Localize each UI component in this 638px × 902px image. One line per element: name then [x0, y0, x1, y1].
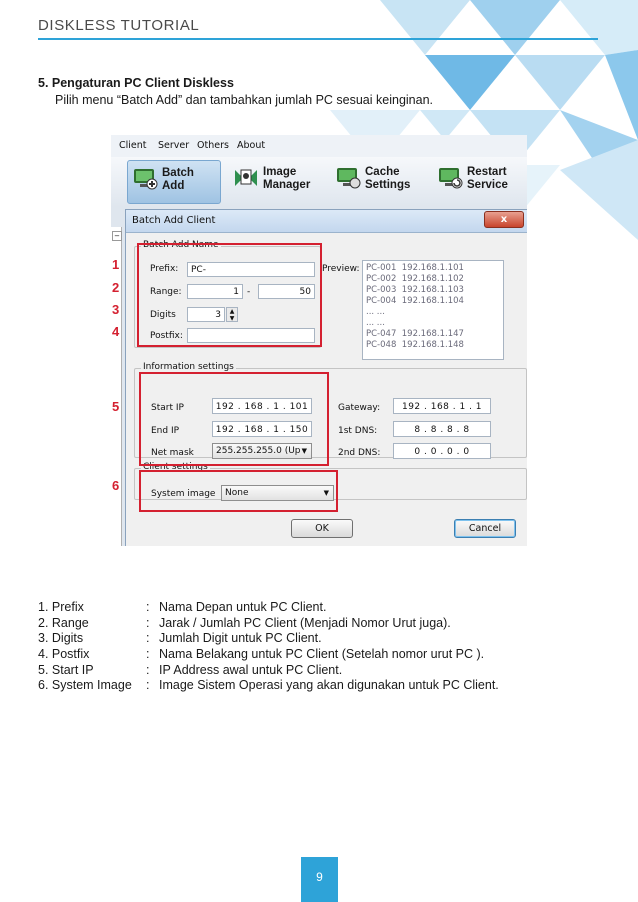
list-item-colon: : — [146, 600, 150, 614]
list-item-key: 6. System Image — [38, 678, 132, 693]
batch-add-name-legend: Batch Add Name — [143, 240, 219, 250]
cache-settings-button[interactable] — [331, 160, 423, 202]
chevron-down-icon: ▼ — [301, 447, 307, 455]
restart-service-label: Restart Service — [467, 166, 508, 191]
range-from-input[interactable]: 1 — [187, 284, 243, 299]
menu-client[interactable]: Client — [119, 140, 147, 151]
list-item-colon: : — [146, 662, 150, 677]
marker-2: 2 — [112, 280, 120, 295]
gateway-label: Gateway: — [338, 403, 381, 413]
list-item-value: IP Address awal untuk PC Client. — [159, 662, 343, 677]
marker-4: 4 — [112, 324, 120, 339]
end-ip-input[interactable]: 192 . 168 . 1 . 150 — [212, 421, 312, 437]
dns1-input[interactable]: 8 . 8 . 8 . 8 — [393, 421, 491, 437]
list-item-key: 3. Digits — [38, 631, 84, 646]
list-item-key: 4. Postfix — [38, 647, 90, 662]
image-manager-button[interactable] — [229, 160, 321, 202]
menu-bar — [111, 135, 527, 158]
background-panel: − — [111, 207, 527, 546]
dns2-label: 2nd DNS: — [338, 448, 381, 458]
preview-list: PC-001 192.168.1.101 PC-002 192.168.1.102 PC-003 192.168.1.103 PC-004 192.168.1.104 ... ... ... ... PC-047 192.168.1.147 PC-048 192.168.1.148 — [362, 260, 504, 360]
restart-service-button[interactable] — [433, 160, 527, 202]
ok-button[interactable]: OK — [291, 519, 353, 538]
batch-add-icon — [132, 167, 158, 191]
list-item-value: Nama Belakang untuk PC Client (Setelah nomor urut PC ). — [159, 647, 485, 662]
client-settings-legend: Client settings — [143, 462, 208, 472]
gateway-input[interactable]: 192 . 168 . 1 . 1 — [393, 398, 491, 414]
postfix-label: Postfix: — [150, 331, 183, 341]
netmask-label: Net mask — [151, 448, 194, 458]
list-item-value: Image Sistem Operasi yang akan digunakan untuk PC Client. — [159, 678, 499, 693]
list-item-key: 1. Prefix — [38, 600, 84, 614]
start-ip-label: Start IP — [151, 403, 184, 413]
digits-input[interactable]: 3 — [187, 307, 225, 322]
menu-others[interactable]: Others — [197, 140, 229, 151]
netmask-value: 255.255.255.0 (Up — [216, 446, 301, 456]
range-separator: - — [247, 287, 251, 297]
system-image-label: System image — [151, 489, 216, 499]
list-item-value: Jumlah Digit untuk PC Client. — [159, 631, 322, 646]
list-item-key: 2. Range — [38, 615, 89, 630]
toolbar — [111, 157, 527, 207]
prefix-label: Prefix: — [150, 264, 179, 274]
cache-settings-label: Cache Settings — [365, 166, 411, 191]
image-manager-label: Image Manager — [263, 166, 311, 191]
list-item-colon: : — [146, 615, 150, 630]
marker-3: 3 — [112, 302, 120, 317]
restart-service-icon — [437, 166, 463, 190]
cache-settings-icon — [335, 166, 361, 190]
marker-6: 6 — [112, 478, 120, 493]
dialog-title: Batch Add Client — [132, 215, 216, 226]
system-image-value: None — [225, 488, 249, 498]
start-ip-input[interactable]: 192 . 168 . 1 . 101 — [212, 398, 312, 414]
page-number: 9 — [316, 870, 323, 884]
app-screenshot — [111, 135, 527, 546]
batch-add-label: Batch Add — [162, 167, 194, 192]
list-item-colon: : — [146, 631, 150, 646]
range-label: Range: — [150, 287, 182, 297]
image-manager-icon — [233, 166, 259, 190]
list-item-colon: : — [146, 647, 150, 662]
digits-label: Digits — [150, 310, 176, 320]
dialog-title-bar — [126, 210, 527, 233]
header-divider — [38, 38, 598, 40]
chevron-down-icon: ▼ — [323, 489, 329, 497]
dns2-input[interactable]: 0 . 0 . 0 . 0 — [393, 443, 491, 459]
list-item-colon: : — [146, 678, 150, 693]
prefix-input[interactable]: PC- — [187, 262, 315, 277]
marker-5: 5 — [112, 399, 120, 414]
highlight-batch-name — [137, 243, 322, 347]
document-header-title: DISKLESS TUTORIAL — [38, 17, 200, 34]
marker-1: 1 — [112, 257, 120, 272]
batch-add-button[interactable] — [127, 160, 221, 204]
step-title: 5. Pengaturan PC Client Diskless — [38, 76, 234, 90]
dns1-label: 1st DNS: — [338, 426, 378, 436]
list-item-value: Jarak / Jumlah PC Client (Menjadi Nomor Urut juga). — [159, 615, 451, 630]
menu-server[interactable]: Server — [158, 140, 190, 151]
digits-spinner[interactable]: ▲ ▼ — [226, 307, 238, 322]
preview-label: Preview: — [322, 264, 360, 274]
highlight-information — [139, 372, 329, 466]
step-description: Pilih menu “Batch Add” dan tambahkan jumlah PC sesuai keinginan. — [55, 93, 433, 107]
close-button[interactable]: x — [484, 211, 524, 228]
list-item-key: 5. Start IP — [38, 662, 94, 677]
highlight-client — [139, 470, 338, 512]
end-ip-label: End IP — [151, 426, 180, 436]
menu-about[interactable]: About — [237, 140, 266, 151]
cancel-button[interactable]: Cancel — [454, 519, 516, 538]
range-to-input[interactable]: 50 — [258, 284, 315, 299]
information-settings-legend: Information settings — [143, 362, 234, 372]
list-item-value: Nama Depan untuk PC Client. — [159, 600, 327, 614]
